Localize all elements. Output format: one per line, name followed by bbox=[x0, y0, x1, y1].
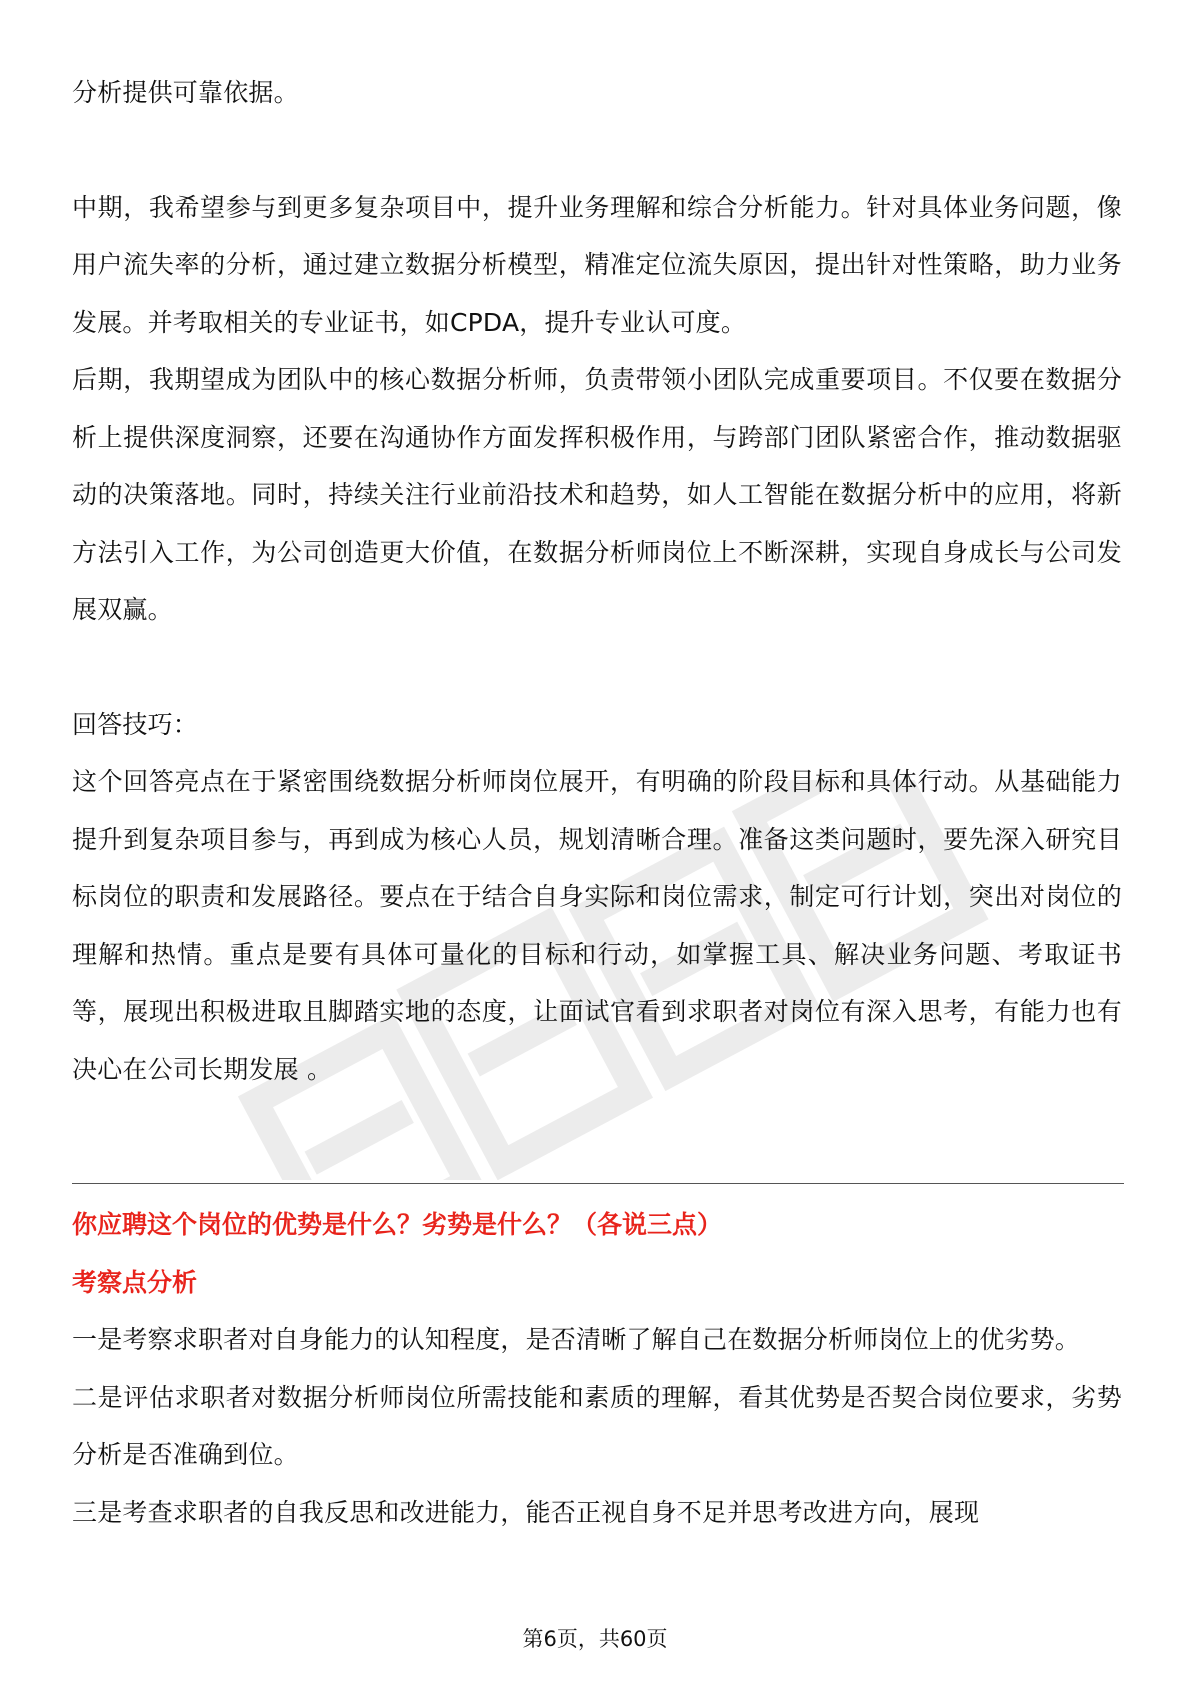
paragraph-long-term: 后期，我期望成为团队中的核心数据分析师，负责带领小团队完成重要项目。不仅要在数据分析上提供深度洞察，还要在沟通协作方面发挥积极作用，与跨部门团队紧密合作，推动数据驱动的决策落地。同时，持续关注行业前沿技术和趋势，如人工智能在数据分析中的应用，将新方法引入工作，为公司创造更大价值，在数据分析师岗位上不断深耕，实现自身成长与公司发展双赢。 bbox=[72, 365, 1122, 624]
paragraph-gap bbox=[72, 639, 1122, 696]
question-section bbox=[72, 1196, 1122, 1541]
tips-label: 回答技巧： bbox=[72, 709, 199, 739]
document-body bbox=[72, 64, 1122, 1098]
analysis-point-3: 三是考查求职者的自我反思和改进能力，能否正视自身不足并思考改进方向，展现 bbox=[72, 1497, 980, 1527]
paragraph-mid-term: 中期，我希望参与到更多复杂项目中，提升业务理解和综合分析能力。针对具体业务问题，像用户流失率的分析，通过建立数据分析模型，精准定位流失原因，提出针对性策略，助力业务发展。并考取相关的专业证书，如CPDA，提升专业认可度。 bbox=[72, 192, 1122, 337]
paragraph-gap bbox=[72, 122, 1122, 179]
section-divider bbox=[72, 1183, 1124, 1184]
analysis-point-2: 二是评估求职者对数据分析师岗位所需技能和素质的理解，看其优势是否契合岗位要求，劣势分析是否准确到位。 bbox=[72, 1382, 1122, 1469]
page-number: 第6页，共60页 bbox=[522, 1627, 668, 1651]
paragraph-intro-end: 分析提供可靠依据。 bbox=[72, 78, 299, 107]
tips-paragraph: 这个回答亮点在于紧密围绕数据分析师岗位展开，有明确的阶段目标和具体行动。从基础能力提升到复杂项目参与，再到成为核心人员，规划清晰合理。准备这类问题时，要先深入研究目标岗位的职责和发展路径。要点在于结合自身实际和岗位需求，制定可行计划，突出对岗位的理解和热情。重点是要有具体可量化的目标和行动，如掌握工具、解决业务问题、考取证书等，展现出积极进取且脚踏实地的态度，让面试官看到求职者对岗位有深入思考，有能力也有决心在公司长期发展 。 bbox=[72, 767, 1122, 1084]
question-heading: 你应聘这个岗位的优势是什么？劣势是什么？（各说三点） bbox=[72, 1210, 723, 1239]
analysis-subheading: 考察点分析 bbox=[72, 1267, 198, 1297]
analysis-point-1: 一是考察求职者对自身能力的认知程度，是否清晰了解自己在数据分析师岗位上的优劣势。 bbox=[72, 1325, 1081, 1354]
